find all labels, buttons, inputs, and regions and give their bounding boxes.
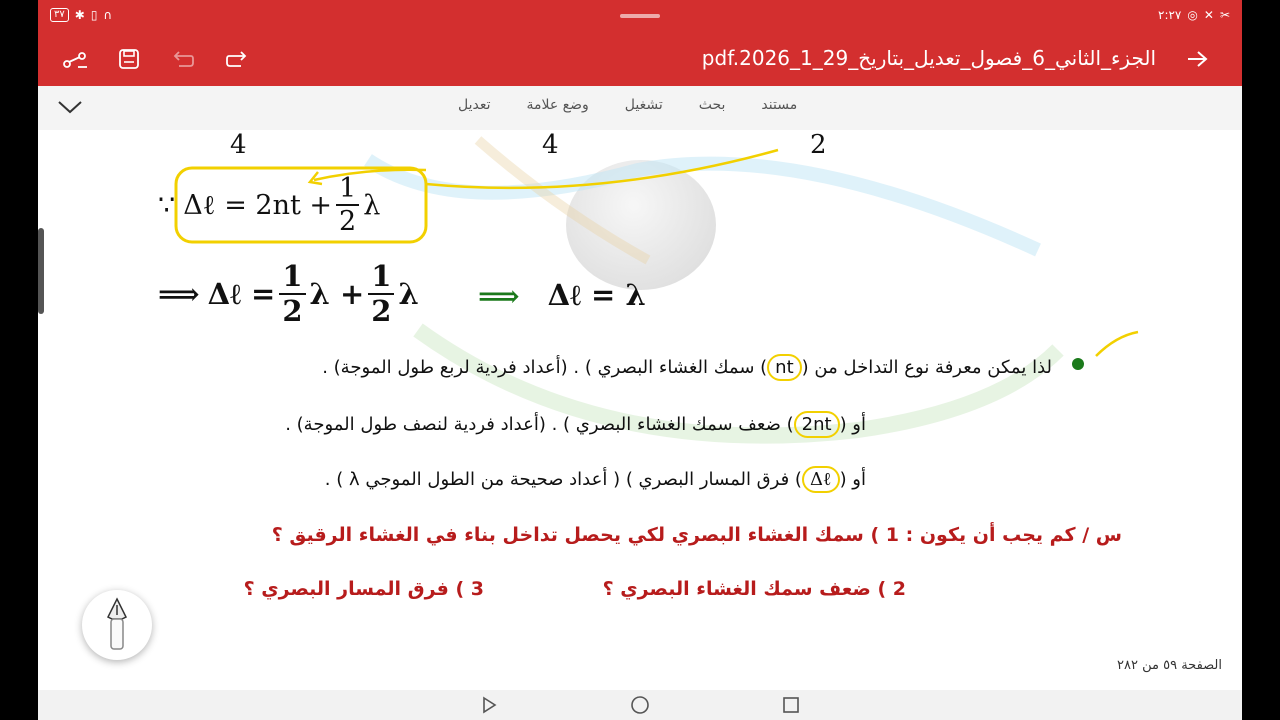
bluetooth-icon: ✱ — [74, 8, 85, 22]
save-icon — [118, 48, 140, 70]
eq1-den: 2 — [339, 206, 357, 237]
text-line-2 — [285, 411, 866, 438]
collapse-button[interactable] — [56, 98, 86, 122]
tab-play[interactable]: تشغيل — [624, 97, 663, 113]
equation-1 — [158, 166, 380, 244]
bullet-point — [1072, 358, 1084, 370]
app-header — [38, 0, 1242, 86]
page-indicator: الصفحة ٥٩ من ٢٨٢ — [1117, 658, 1222, 673]
undo-icon — [171, 50, 195, 68]
implies-symbol: ⟹ — [158, 277, 200, 311]
redo-button[interactable] — [222, 44, 252, 74]
right-letterbox — [1242, 0, 1280, 720]
headphones-icon: ∩ — [103, 8, 113, 22]
eq2-den: 2 — [282, 294, 303, 328]
file-title: الجزء_الثاني_6_فصول_تعديل_بتاريخ_29_1_pdf.2026 — [701, 46, 1156, 70]
undo-button[interactable] — [168, 44, 198, 74]
tools-icon: ✂ — [1219, 8, 1230, 22]
signature-button[interactable] — [60, 44, 90, 74]
status-icons — [50, 8, 112, 22]
question-text: س / كم يجب أن يكون : 1 ) سمك الغشاء البصري لكي يحصل تداخل بناء في الغشاء الرقيق ؟ — [271, 524, 1122, 546]
nt-symbol: nt — [767, 354, 801, 381]
status-time: ٢:٢٧ — [1158, 8, 1182, 22]
top-fragment-2: 4 — [542, 130, 559, 160]
2nt-symbol: 2nt — [794, 411, 840, 438]
line1-prefix: لذا يمكن معرفة نوع التداخل من ( — [801, 357, 1052, 378]
eq2-tail: λ — [398, 277, 419, 311]
line2-suffix: ) ضعف سمك الغشاء البصري ) . (أعداد فردية لنصف طول الموجة) . — [285, 414, 794, 435]
nav-home-button[interactable] — [629, 694, 651, 716]
top-fragment-1: 4 — [230, 130, 247, 160]
line2-prefix: أو ( — [839, 414, 866, 435]
left-letterbox — [0, 0, 38, 720]
tab-document[interactable]: مستند — [761, 97, 798, 113]
circle-home-icon — [630, 695, 650, 715]
redo-icon — [225, 50, 249, 68]
tab-edit[interactable]: تعديل — [458, 97, 491, 113]
back-button[interactable] — [1182, 44, 1212, 74]
tab-search[interactable]: بحث — [698, 97, 726, 113]
android-nav-bar — [38, 690, 1242, 720]
text-line-1 — [322, 354, 1052, 381]
eq2-mid: λ + — [309, 277, 365, 311]
eq1-lhs: Δℓ = 2nt + — [183, 189, 333, 221]
delta-l-symbol: Δℓ — [802, 466, 840, 493]
eq2-num: 1 — [279, 262, 305, 295]
scroll-handle[interactable] — [38, 228, 44, 314]
eq2-den-2: 2 — [371, 294, 392, 328]
question-part-2: 2 ) ضعف سمك الغشاء البصري ؟ — [602, 578, 906, 600]
fountain-pen-icon — [102, 597, 132, 653]
nav-recents-button[interactable] — [780, 694, 802, 716]
close-notif-icon: ✕ — [1203, 8, 1214, 22]
save-button[interactable] — [114, 44, 144, 74]
chevron-down-icon — [56, 98, 84, 116]
line1-suffix: ) سمك الغشاء البصري ) . (أعداد فردية لربع طول الموجة) . — [322, 357, 768, 378]
line3-prefix: أو ( — [839, 469, 866, 490]
pen-tool-button[interactable] — [82, 590, 152, 660]
implies-symbol-green: ⟹ — [478, 278, 520, 313]
top-fragment-3: 2 — [810, 130, 827, 160]
drag-handle[interactable] — [620, 14, 660, 18]
eq3-expr: Δℓ = λ — [547, 278, 646, 312]
back-arrow-icon — [1186, 50, 1208, 68]
line3-suffix: ) فرق المسار البصري ) ( أعداد صحيحة من الطول الموجي λ ) . — [324, 469, 802, 490]
square-recents-icon — [782, 696, 800, 714]
tab-list — [458, 97, 797, 113]
tabs-bar — [38, 86, 1242, 130]
equation-2 — [158, 254, 419, 334]
triangle-back-icon — [481, 696, 497, 714]
nav-back-button[interactable] — [478, 694, 500, 716]
text-line-3 — [325, 466, 866, 493]
battery-icon: ٣٧ — [50, 8, 69, 22]
whatsapp-icon: ◎ — [1187, 8, 1198, 22]
question-part-3: 3 ) فرق المسار البصري ؟ — [243, 578, 484, 600]
tab-annotate[interactable]: وضع علامة — [526, 97, 589, 113]
eq1-num: 1 — [336, 175, 359, 206]
equation-3 — [478, 278, 646, 313]
eq1-tail: λ — [363, 189, 381, 221]
signature-icon — [62, 48, 88, 70]
eq2-lhs: Δℓ = — [207, 276, 276, 311]
document-page[interactable] — [38, 130, 1242, 690]
vibrate-icon: ▯ — [90, 8, 98, 22]
because-symbol: ∵ — [158, 189, 176, 221]
status-right — [1158, 8, 1230, 22]
eq2-num-2: 1 — [368, 262, 394, 295]
